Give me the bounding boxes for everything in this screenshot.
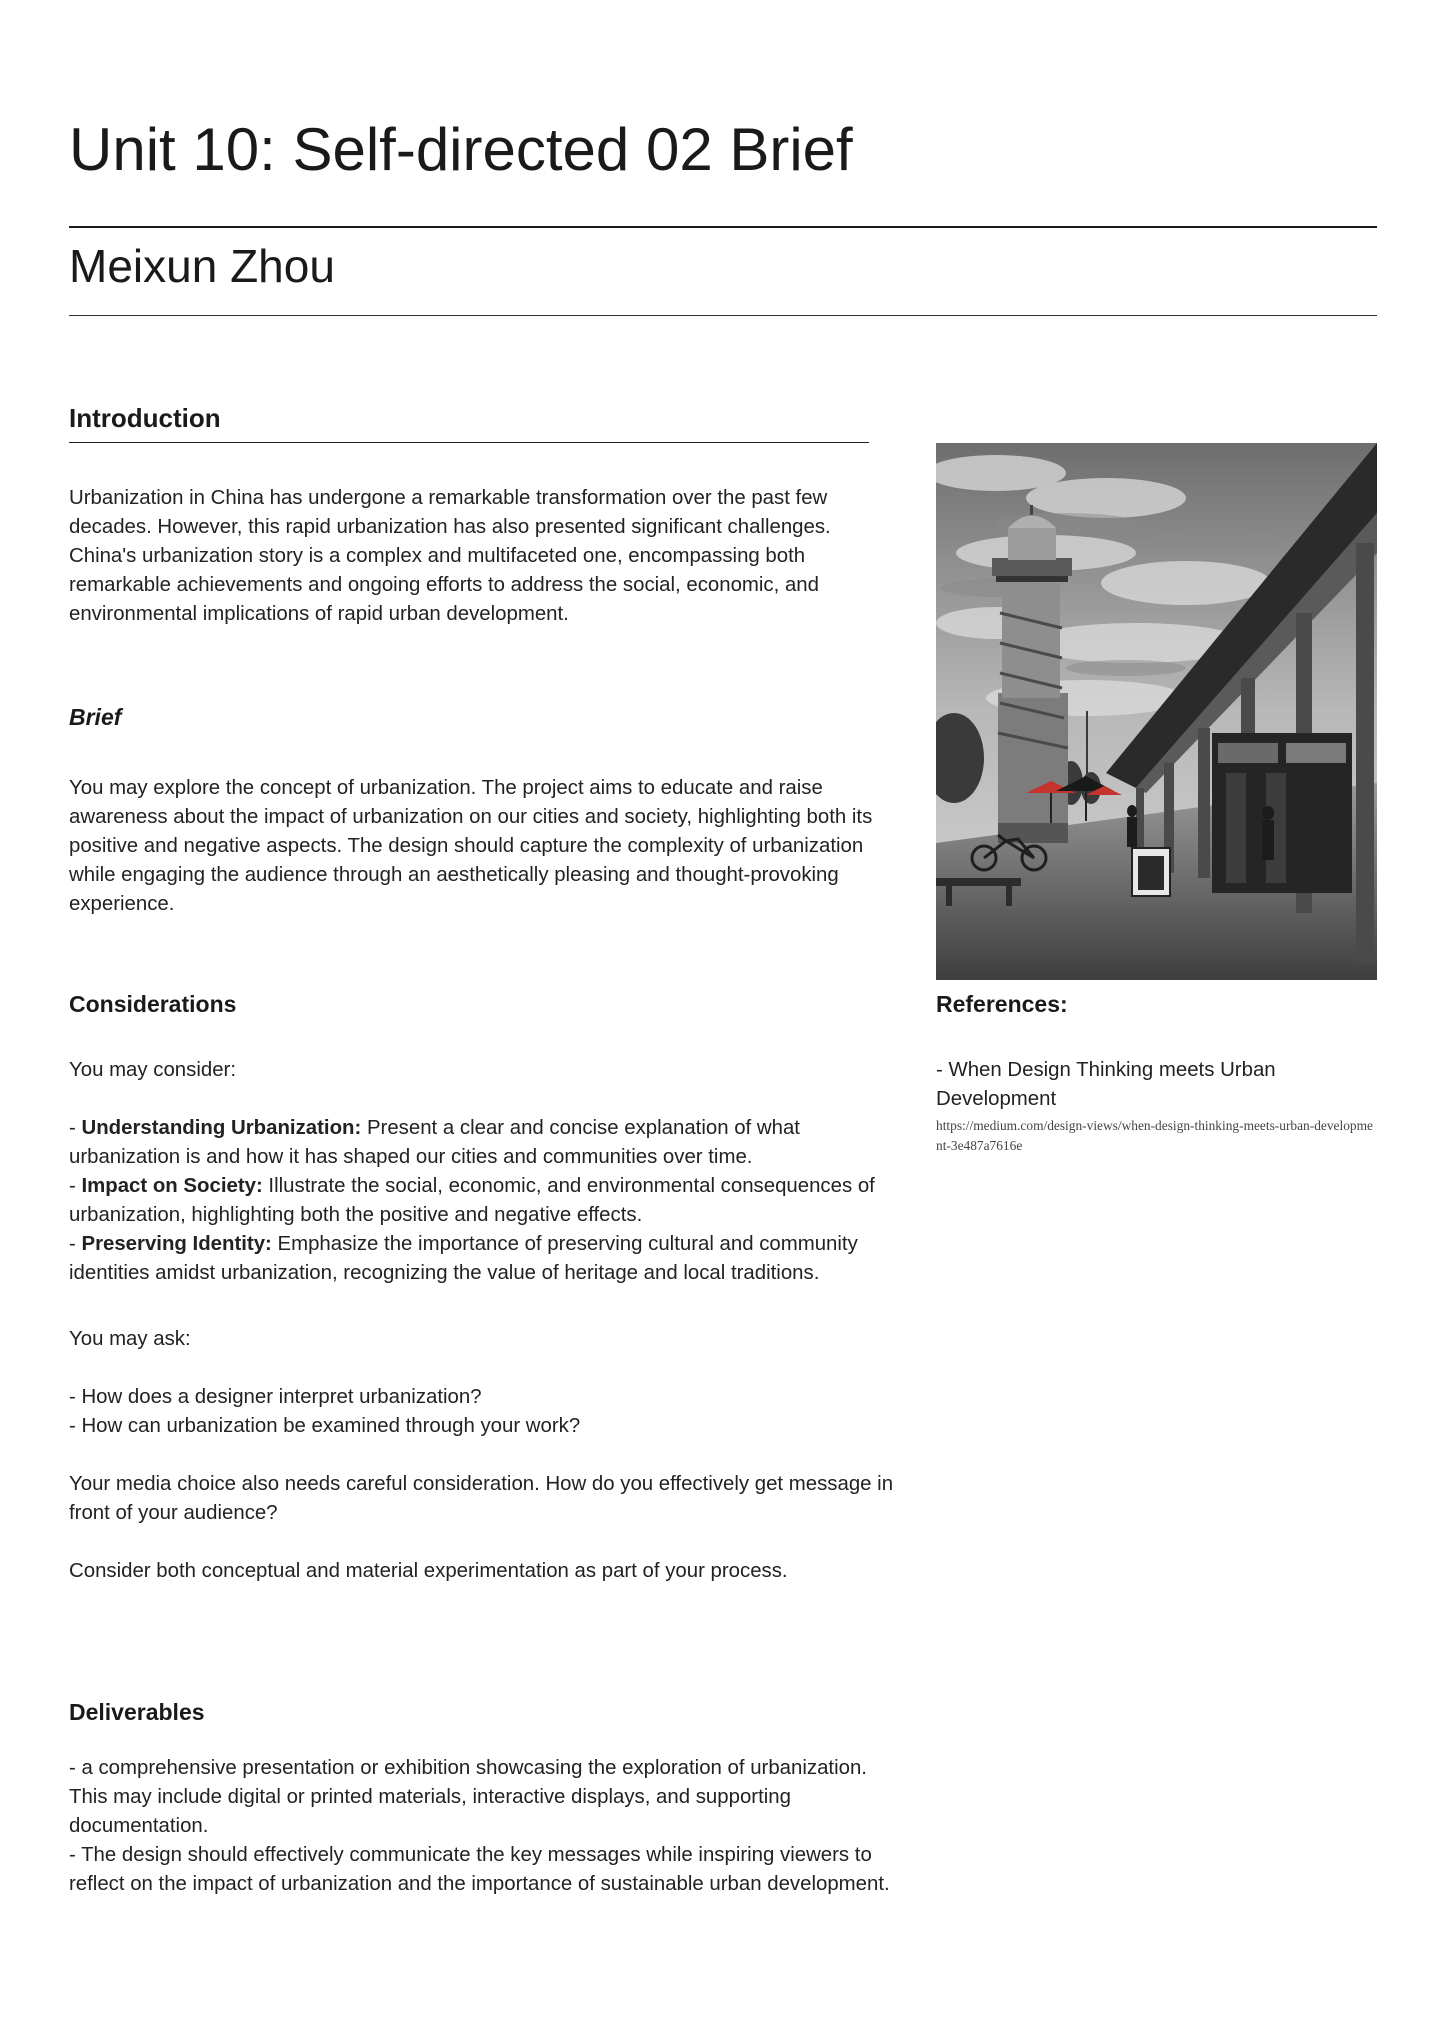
consider-intro: You may consider: <box>69 1059 236 1081</box>
consider-item-label: Preserving Identity: <box>81 1233 272 1255</box>
considerations-body <box>69 1056 909 1586</box>
deliverable-item: - The design should effectively communicate the key messages while inspiring viewers to reflect on the impact of urbanization and the importance of sustainable urban development. <box>69 1844 890 1895</box>
brief-text: You may explore the concept of urbanization. The project aims to educate and raise awareness about the impact of urbanization on our cities and society, highlighting both its positive and negative aspects. The design should capture the complexity of urbanization while engaging the audience through an aesthetically pleasing and thought-provoking experience. <box>69 777 873 915</box>
consider-item-label: Understanding Urbanization: <box>81 1117 362 1139</box>
consider-item <box>69 1172 909 1230</box>
title-divider <box>69 226 1377 228</box>
introduction-text: Urbanization in China has undergone a remarkable transformation over the past few decades. However, this rapid urbanization has also presented significant challenges. China's urbanization story is a complex and multifaceted one, encompassing both remarkable achievements and ongoing efforts to address the social, economic, and environmental implications of rapid urban development. <box>69 487 831 625</box>
deliverables-body <box>69 1754 909 1899</box>
author-name: Meixun Zhou <box>69 240 335 292</box>
reference-title: - When Design Thinking meets Urban Development <box>936 1059 1276 1110</box>
media-text: Your media choice also needs careful consideration. How do you effectively get message in front of your audience? <box>69 1473 894 1524</box>
bullet-prefix: - <box>69 1117 82 1139</box>
introduction-heading: Introduction <box>69 403 221 433</box>
ask-intro: You may ask: <box>69 1328 191 1350</box>
question-item: - How can urbanization be examined through your work? <box>69 1415 581 1437</box>
experiment-text: Consider both conceptual and material experimentation as part of your process. <box>69 1560 788 1582</box>
urban-street-photo <box>936 443 1377 980</box>
page-title: Unit 10: Self-directed 02 Brief <box>69 116 853 183</box>
introduction-divider <box>69 442 869 443</box>
consider-item <box>69 1230 909 1288</box>
reference-url[interactable]: https://medium.com/design-views/when-design-thinking-meets-urban-development-3e487a7616e <box>936 1118 1373 1153</box>
consider-item-text: Illustrate the social, economic, and environmental consequences of urbanization, highlighting both the positive and negative effects. <box>69 1175 875 1226</box>
consider-item-label: Impact on Society: <box>81 1175 263 1197</box>
considerations-heading: Considerations <box>69 991 237 1017</box>
bullet-prefix: - <box>69 1175 82 1197</box>
deliverables-heading: Deliverables <box>69 1699 205 1725</box>
consider-item-text: Present a clear and concise explanation of what urbanization is and how it has shaped our cities and communities over time. <box>69 1117 800 1168</box>
question-item: - How does a designer interpret urbanization? <box>69 1386 482 1408</box>
consider-item <box>69 1114 909 1172</box>
brief-heading: Brief <box>69 704 122 730</box>
consider-item-text: Emphasize the importance of preserving cultural and community identities amidst urbanization, recognizing the value of heritage and local traditions. <box>69 1233 858 1284</box>
author-divider <box>69 315 1377 316</box>
references-heading: References: <box>936 991 1068 1017</box>
bullet-prefix: - <box>69 1233 82 1255</box>
deliverable-item: - a comprehensive presentation or exhibition showcasing the exploration of urbanization. This may include digital or printed materials, interactive displays, and supporting documentation. <box>69 1757 867 1837</box>
